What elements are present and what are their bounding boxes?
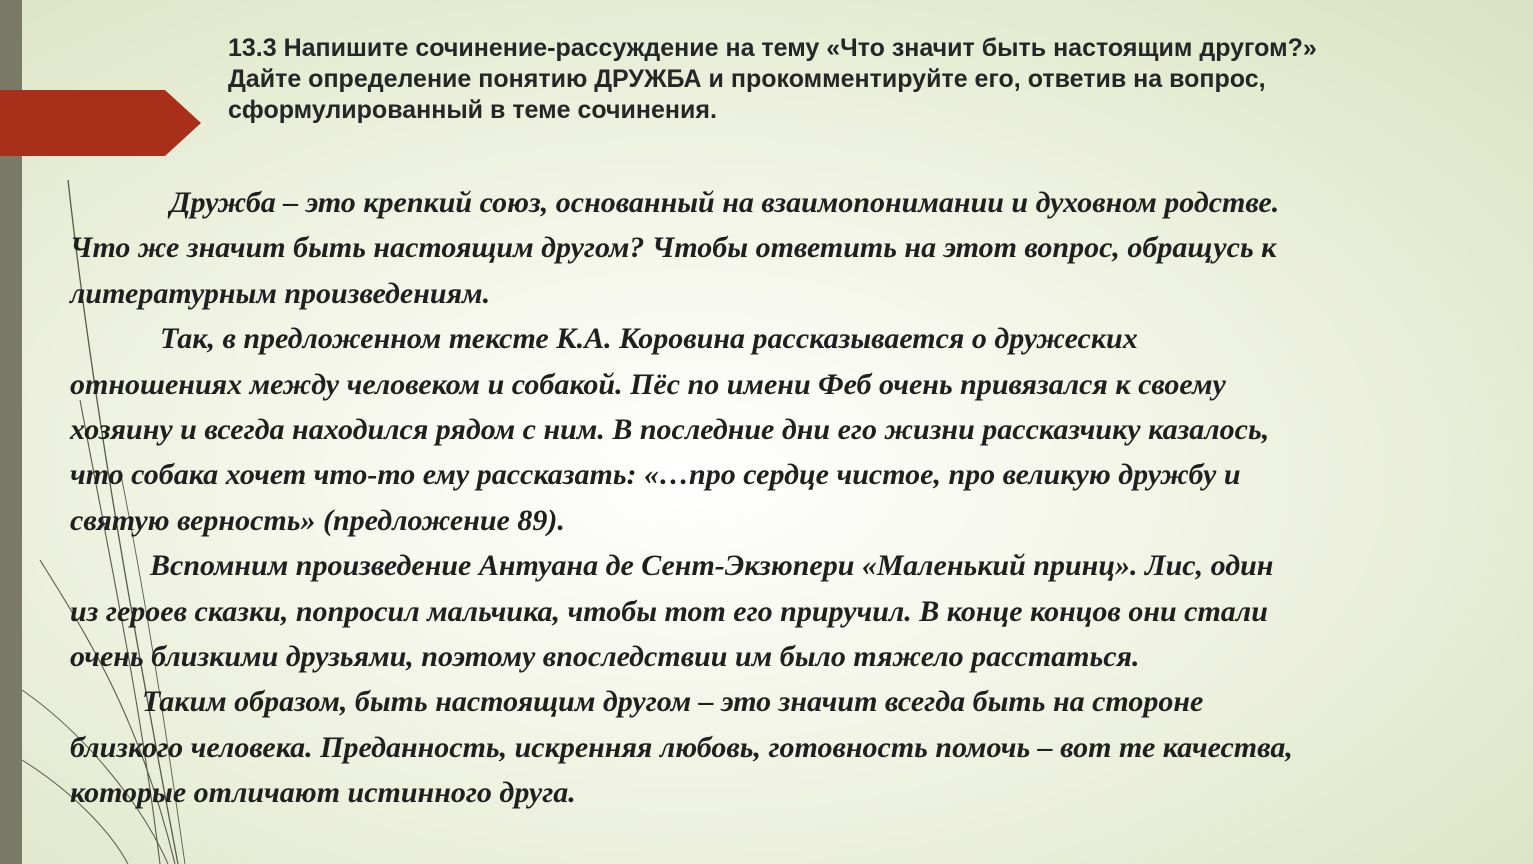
- essay-line: близкого человека. Преданность, искренняя любовь, готовность помочь – вот те качества,: [70, 730, 1293, 764]
- heading-line: 13.3 Напишите сочинение-рассуждение на тему «Что значит быть настоящим другом?»: [228, 34, 1317, 62]
- red-arrow-icon: [0, 90, 201, 156]
- heading-line: сформулированный в теме сочинения.: [228, 96, 717, 124]
- essay-line: Что же значит быть настоящим другом? Чтобы ответить на этот вопрос, обращусь к: [70, 231, 1277, 265]
- essay-line: из героев сказки, попросил мальчика, чтобы тот его приручил. В конце концов они стали: [70, 594, 1268, 628]
- essay-line: святую верность» (предложение 89).: [70, 503, 565, 537]
- essay-line: Таким образом, быть настоящим другом – это значит всегда быть на стороне: [142, 685, 1204, 719]
- essay-line: хозяину и всегда находился рядом с ним. В последние дни его жизни рассказчику казалось,: [70, 413, 1270, 447]
- essay-line: Вспомним произведение Антуана де Сент-Экзюпери «Маленький принц». Лис, один: [150, 549, 1274, 583]
- essay-line: отношениях между человеком и собакой. Пёс по имени Феб очень привязался к своему: [70, 367, 1226, 401]
- essay-line: которые отличают истинного друга.: [70, 776, 576, 810]
- task-heading: [228, 33, 1498, 126]
- essay-line: что собака хочет что-то ему рассказать: «…про сердце чистое, про великую дружбу и: [70, 458, 1241, 492]
- heading-line: Дайте определение понятию ДРУЖБА и прокомментируйте его, ответив на вопрос,: [228, 65, 1266, 93]
- essay-line: литературным произведениям.: [70, 276, 491, 310]
- essay-text: [70, 180, 1510, 816]
- essay-line: Дружба – это крепкий союз, основанный на взаимопонимании и духовном родстве.: [170, 186, 1280, 219]
- essay-line: Так, в предложенном тексте К.А. Коровина рассказывается о дружеских: [160, 322, 1138, 356]
- essay-line: очень близкими друзьями, поэтому впоследствии им было тяжело расстаться.: [70, 640, 1140, 674]
